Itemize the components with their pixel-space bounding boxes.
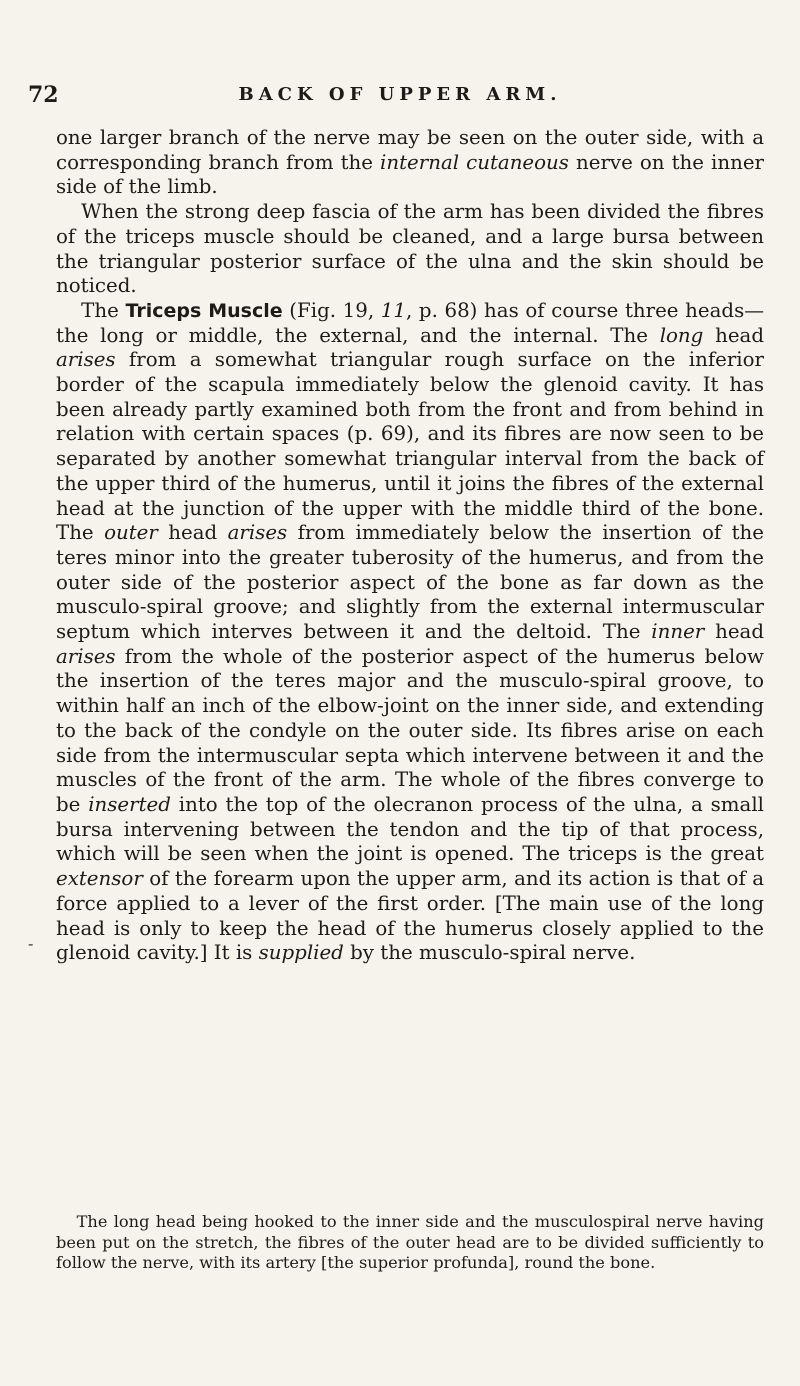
triceps-heading: Triceps Muscle [125,299,283,322]
paragraph-triceps [56,299,764,966]
paragraph-fascia: When the strong deep fascia of the arm has been divided the fibres of the triceps muscle should be cleaned, and a large bursa between the triangular posterior surface of the ulna and the skin should be noticed. [56,200,764,298]
running-title: BACK OF UPPER ARM. [238,84,562,105]
note-paragraph: The long head being hooked to the inner side and the musculospiral nerve having been put on the stretch, the fibres of the outer head are to be divided sufficiently to follow the nerve, with its artery [the superior profunda], round the bone. [56,1212,764,1272]
italic-term: inserted [88,792,171,816]
italic-term: outer [104,521,158,545]
paragraph-continuation [56,126,764,200]
text-run: head [157,521,228,545]
text-run: from immediately below the insertion of the teres minor into the greater tuberosity of the humerus, and from the outer side of the posterior aspect of the bone as far down as the musculo-spiral groove; and slightly from the external intermuscular septum which interves between it and the deltoid. The [56,521,764,644]
italic-term: arises [227,521,288,545]
italic-term: arises [56,348,116,372]
italic-term: long [659,323,704,347]
page-header [28,82,772,112]
text-run: nerve on the inner side of the limb. [56,150,765,199]
text-run: into the top of the olecranon process of the ulna, a small bursa intervening between the tendon and the tip of that process, which will be seen when the joint is opened. The triceps is the great [56,792,764,866]
italic-term: supplied [258,941,344,965]
body-text [56,126,764,966]
italic-term: internal cutaneous [380,150,569,174]
text-run: from a somewhat triangular rough surface on the inferior border of the scapula immediately below the glenoid cavity. It has been already partly examined both from the front and from behind in relation with certain spaces (p. 69), and its fibres are now seen to be separated by another somewhat triangular interval from the back of the upper third of the humerus, until it joins the fibres of the external head at the junction of the upper with the middle third of the bone. The [56,348,764,545]
dissection-note [56,1212,764,1274]
text-run: by the musculo-spiral nerve. [343,941,636,965]
text-run: of the forearm upon the upper arm, and its action is that of a force applied to a lever of the first order. [The main use of the long head is only to keep the head of the humerus closely applied to the glenoid cavity.] It is [56,867,764,965]
margin-mark: - [28,934,34,953]
italic-term: inner [651,620,705,644]
italic-term: arises [56,644,116,668]
text-run: head [703,323,764,347]
text-run: , p. 68) has of course three heads—the long or middle, the external, and the internal. The [56,298,764,347]
figure-ref: 11 [380,298,406,322]
text-run: The [81,298,126,322]
italic-term: extensor [56,867,143,891]
text-run: head [704,620,764,644]
text-run: from the whole of the posterior aspect of the humerus below the insertion of the teres major and the musculo-spiral groove, to within half an inch of the elbow-joint on the inner side, and extending to the back of the condyle on the outer side. Its fibres arise on each side from the intermuscular septa which intervene between it and the muscles of the front of the arm. The whole of the fibres converge to be [56,644,764,816]
text-run: one larger branch of the nerve may be seen on the outer side, with a corresponding branch from the [56,126,764,174]
page-number: 72 [28,82,59,108]
text-run: (Fig. 19, [282,298,381,322]
